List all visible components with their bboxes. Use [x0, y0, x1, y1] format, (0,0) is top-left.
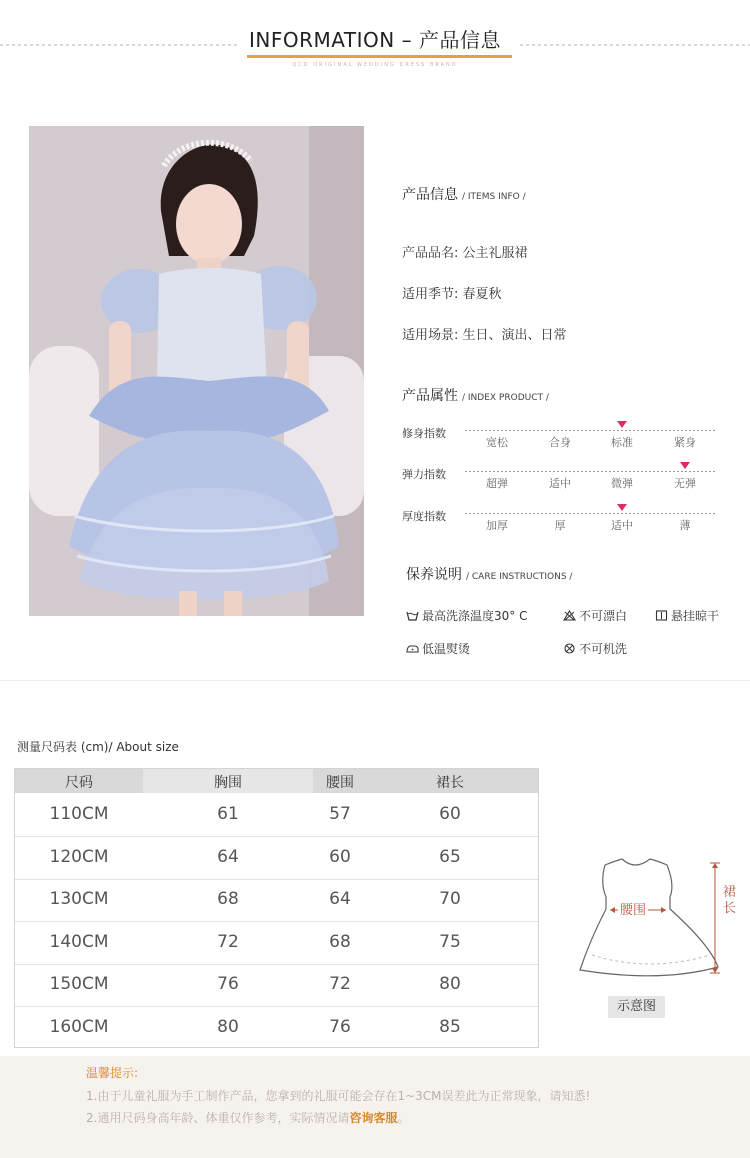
items-info-title: 产品信息: [402, 187, 458, 203]
length-label: 裙长: [723, 885, 737, 916]
page-title: INFORMATION – 产品信息: [249, 28, 501, 52]
tip-line-1: 1.由于儿童礼服为手工制作产品，您拿到的礼服可能会存在1~3CM误差此为正常现象，请知悉!: [86, 1089, 591, 1103]
index-option: 适中: [611, 519, 633, 532]
items-info-title-en: / ITEMS INFO /: [462, 192, 526, 202]
tip-line-2-end: 。: [397, 1111, 410, 1125]
section-divider: [0, 680, 750, 681]
brand-subtitle: QCD ORIGINAL WEDDING DRESS BRAND: [292, 62, 458, 68]
no-bleach-icon: [563, 610, 576, 621]
table-cell: 60: [439, 804, 461, 824]
table-cell: 68: [329, 931, 351, 952]
index-option: 适中: [549, 477, 571, 490]
table-cell: 80: [217, 1017, 239, 1037]
care-title: 保养说明: [406, 567, 462, 583]
diagram-caption: 示意图: [608, 996, 665, 1018]
info-row-name: [402, 242, 528, 261]
table-row: [15, 964, 538, 1007]
size-table-header: [15, 769, 538, 793]
no-machine-wash-icon: [563, 643, 576, 654]
table-row: [15, 922, 538, 965]
header-cell-size: 尺码: [65, 775, 93, 791]
index-selected-marker: [617, 421, 627, 428]
index-scale-line: [465, 513, 715, 514]
table-cell: 70: [439, 889, 461, 910]
index-option: 无弹: [674, 477, 696, 490]
care-text: 不可机洗: [579, 642, 628, 656]
waist-label: 腰围: [618, 899, 648, 918]
table-row: [15, 1007, 538, 1050]
table-cell: 60: [329, 846, 351, 867]
items-info-heading: [402, 184, 526, 204]
index-option: 超弹: [486, 477, 508, 490]
index-option: 微弹: [611, 477, 633, 490]
care-item-iron: [406, 640, 470, 657]
table-cell: 110CM: [49, 804, 109, 824]
care-title-en: / CARE INSTRUCTIONS /: [466, 572, 573, 582]
table-cell: 61: [217, 804, 239, 824]
tips-title: 温馨提示:: [86, 1066, 139, 1080]
table-cell: 160CM: [49, 1017, 109, 1037]
title-underline: [247, 55, 512, 58]
index-product-title: 产品属性: [402, 388, 458, 404]
table-cell: 72: [217, 931, 239, 952]
table-cell: 75: [439, 931, 461, 952]
table-row: [15, 794, 538, 837]
header-cell-waist: 腰围: [326, 775, 354, 791]
table-cell: 140CM: [49, 931, 109, 952]
care-text: 低温熨烫: [422, 642, 471, 656]
index-option: 加厚: [486, 519, 508, 532]
index-product-title-en: / INDEX PRODUCT /: [462, 393, 549, 403]
index-scale-line: [465, 430, 715, 431]
tip-line-2: [86, 1109, 409, 1126]
header-cell-chest: 胸围: [143, 769, 313, 793]
table-cell: 64: [329, 889, 351, 910]
index-option: 厚: [554, 519, 566, 532]
info-value: 生日、演出、日常: [462, 328, 567, 343]
index-label: 修身指数: [402, 427, 446, 440]
care-text: 最高洗涤温度30° C: [422, 609, 528, 623]
size-chart-title: 测量尺码表 (cm)/ About size: [17, 740, 179, 754]
table-cell: 120CM: [49, 846, 109, 867]
table-cell: 64: [217, 846, 239, 867]
info-row-season: [402, 283, 502, 302]
table-cell: 76: [329, 1017, 351, 1037]
table-cell: 68: [217, 889, 239, 910]
index-selected-marker: [617, 504, 627, 511]
table-cell: 85: [439, 1017, 461, 1037]
header-cell-length: 裙长: [436, 775, 464, 791]
info-value: 春夏秋: [462, 287, 502, 302]
info-label: 适用季节:: [402, 287, 459, 302]
table-cell: 150CM: [49, 974, 109, 995]
care-item-bleach: [563, 607, 627, 624]
size-table: [14, 768, 539, 1048]
table-row: [15, 837, 538, 880]
table-row: [15, 879, 538, 922]
product-photo: [29, 126, 364, 616]
info-label: 产品品名:: [402, 246, 459, 261]
index-label: 弹力指数: [402, 468, 446, 481]
index-option: 标准: [611, 436, 633, 449]
index-option: 合身: [549, 436, 571, 449]
care-item-machine: [563, 640, 627, 657]
index-option: 薄: [679, 519, 691, 532]
contact-service-link[interactable]: 咨询客服: [349, 1111, 398, 1125]
wash-tub-icon: [406, 610, 419, 621]
info-label: 适用场景:: [402, 328, 459, 343]
table-cell: 65: [439, 846, 461, 867]
care-item-hang: [655, 607, 719, 624]
table-cell: 80: [439, 974, 461, 995]
info-row-occasion: [402, 324, 567, 343]
info-value: 公主礼服裙: [462, 246, 528, 261]
index-option: 紧身: [674, 436, 696, 449]
table-cell: 72: [329, 974, 351, 995]
index-option: 宽松: [486, 436, 508, 449]
care-text: 悬挂晾干: [671, 609, 720, 623]
iron-low-icon: [406, 643, 419, 654]
index-scale-line: [465, 471, 715, 472]
index-label: 厚度指数: [402, 510, 446, 523]
tip-line-2-text: 2.通用尺码身高年龄、体重仅作参考，实际情况请: [86, 1111, 350, 1125]
table-cell: 57: [329, 804, 351, 824]
care-item-wash: [406, 607, 527, 624]
care-heading: [406, 564, 572, 584]
hang-dry-icon: [655, 610, 668, 621]
care-text: 不可漂白: [579, 609, 628, 623]
table-cell: 76: [217, 974, 239, 995]
index-selected-marker: [680, 462, 690, 469]
index-product-heading: [402, 385, 549, 405]
table-cell: 130CM: [49, 889, 109, 910]
